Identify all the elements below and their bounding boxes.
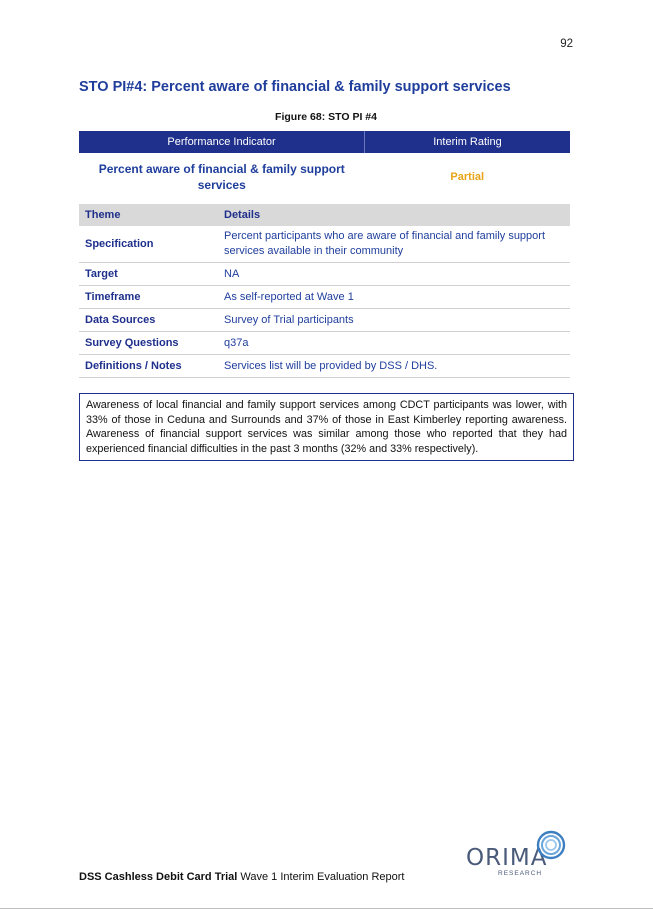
pi-header-rating: Interim Rating	[365, 131, 571, 153]
row-details: Percent participants who are aware of financial and family support services available in their community	[218, 226, 570, 263]
row-details: Services list will be provided by DSS / DHS.	[218, 355, 570, 378]
logo-rings-icon	[536, 830, 566, 860]
page-number: 92	[560, 38, 573, 50]
row-details: NA	[218, 263, 570, 286]
pi-header-row	[79, 131, 570, 153]
figure-caption: Figure 68: STO PI #4	[275, 111, 377, 123]
footer-report-subtitle: Wave 1 Interim Evaluation Report	[237, 871, 405, 883]
table-row	[79, 309, 570, 332]
details-header-row	[79, 204, 570, 226]
page-bottom-rule	[0, 908, 653, 909]
performance-indicator-table	[79, 131, 570, 201]
logo-wordmark: ORIMA	[466, 845, 548, 871]
pi-value-row	[79, 153, 570, 201]
table-row	[79, 263, 570, 286]
row-theme: Definitions / Notes	[79, 355, 218, 378]
row-theme: Target	[79, 263, 218, 286]
details-header-theme: Theme	[79, 204, 218, 226]
table-row	[79, 355, 570, 378]
details-table	[79, 204, 570, 378]
table-row	[79, 332, 570, 355]
row-theme: Specification	[79, 226, 218, 263]
logo-subtitle: RESEARCH	[498, 870, 543, 877]
details-header-details: Details	[218, 204, 570, 226]
footer-text	[79, 871, 404, 883]
row-details: As self-reported at Wave 1	[218, 286, 570, 309]
table-row	[79, 286, 570, 309]
pi-rating-value: Partial	[450, 171, 485, 183]
row-details: Survey of Trial participants	[218, 309, 570, 332]
row-theme: Timeframe	[79, 286, 218, 309]
footer-report-name: DSS Cashless Debit Card Trial	[79, 871, 238, 883]
row-theme: Data Sources	[79, 309, 218, 332]
section-heading: STO PI#4: Percent aware of financial & family support services	[79, 79, 511, 95]
row-details: q37a	[218, 332, 570, 355]
summary-box: Awareness of local financial and family support services among CDCT participants was lower, with 33% of those in Ceduna and Surrounds and 37% of those in East Kimberley reporting awareness. Awareness of financial support services was similar among those who reported that they had experienced financial difficulties in the past 3 months (32% and 33% respectively).	[79, 393, 574, 461]
pi-indicator-value: Percent aware of financial & family support services	[98, 162, 345, 192]
orima-logo	[466, 830, 570, 880]
table-row	[79, 226, 570, 263]
row-theme: Survey Questions	[79, 332, 218, 355]
pi-header-indicator: Performance Indicator	[79, 131, 365, 153]
